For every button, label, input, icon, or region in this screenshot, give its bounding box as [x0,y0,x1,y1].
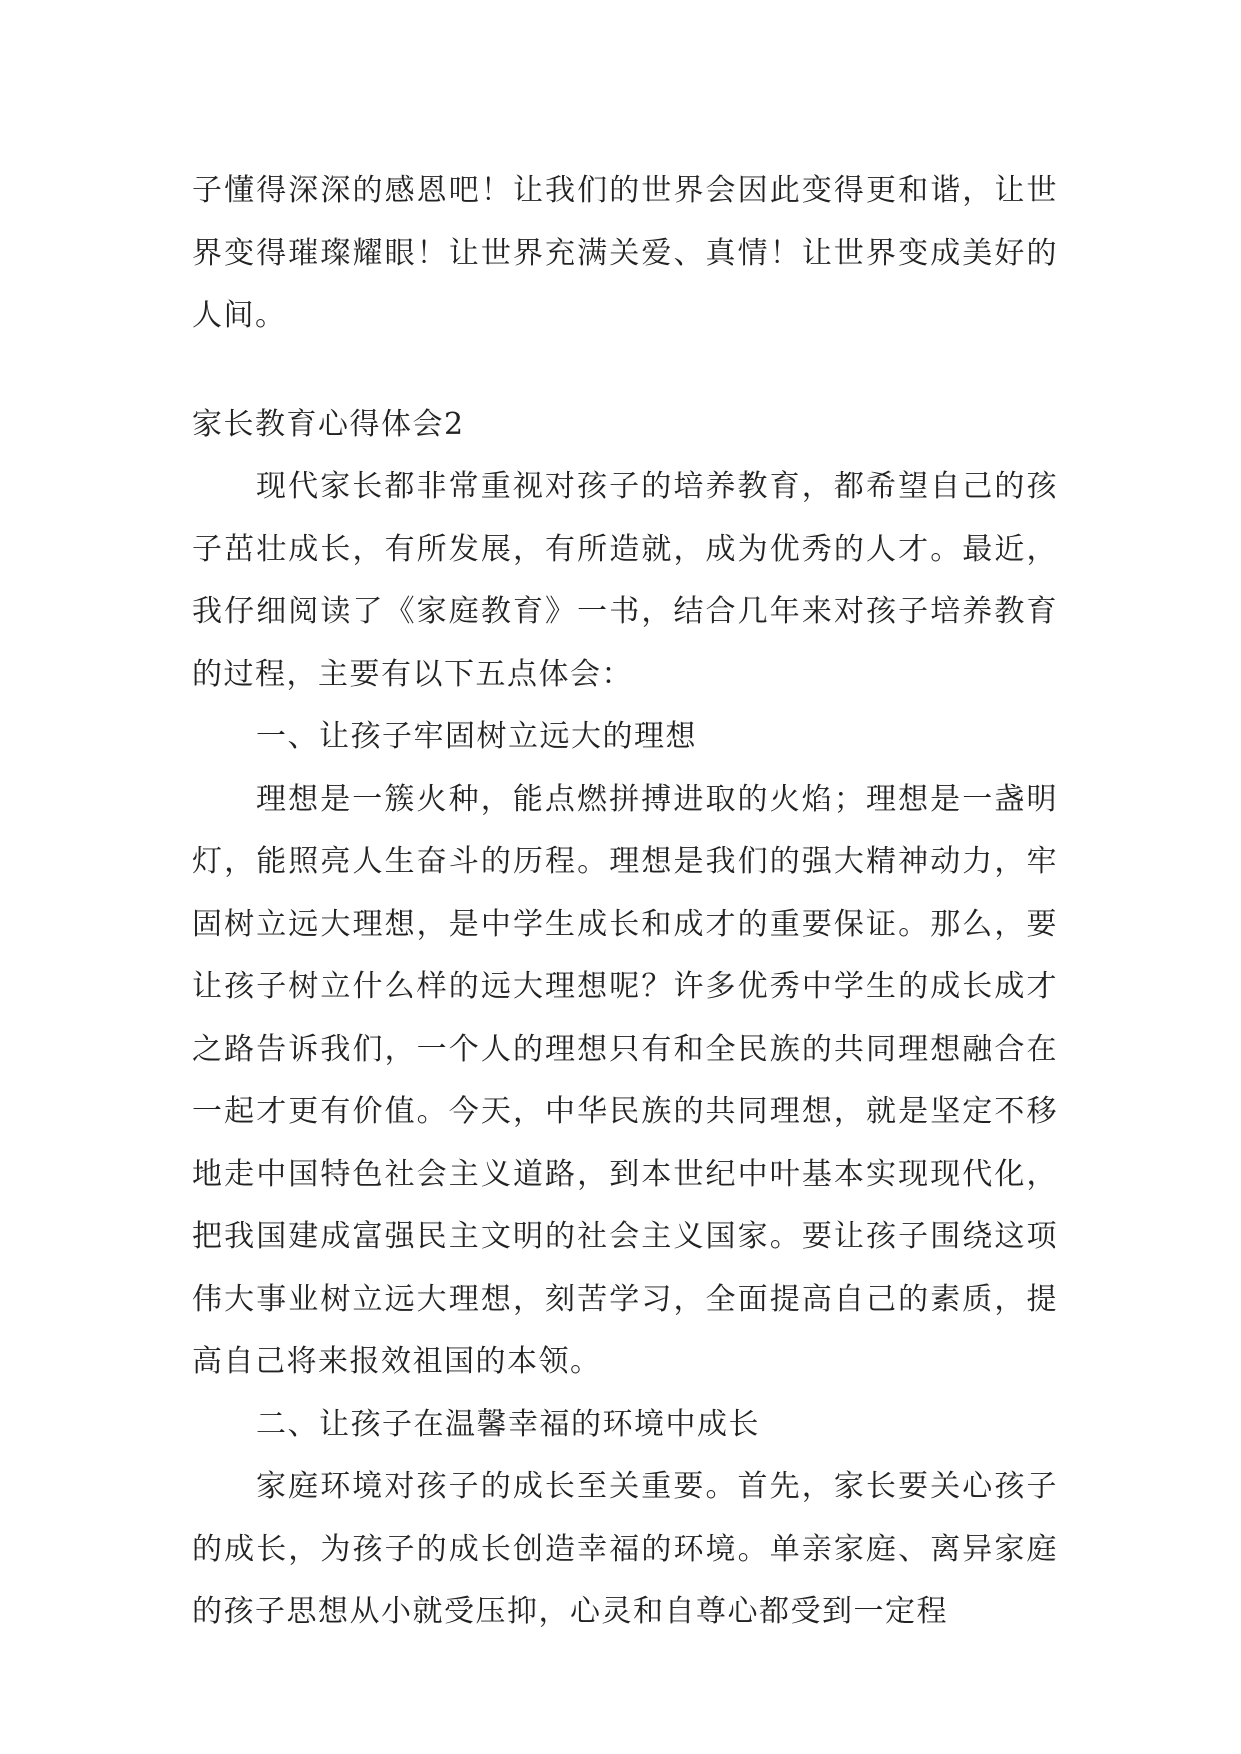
heading-point-one: 一、让孩子牢固树立远大的理想 [256,719,697,754]
section-gap [192,348,1058,394]
paragraph-ideals: 理想是一簇火种，能点燃拼搏进取的火焰；理想是一盏明灯，能照亮人生奋斗的历程。理想是我们的强大精神动力，牢固树立远大理想，是中学生成长和成才的重要保证。那么，要让孩子树立什么样的远大理想呢？许多优秀中学生的成长成才之路告诉我们，一个人的理想只有和全民族的共同理想融合在一起才更有价值。今天，中华民族的共同理想，就是坚定不移地走中国特色社会主义道路，到本世纪中叶基本实现现代化，把我国建成富强民主文明的社会主义国家。要让孩子围绕这项伟大事业树立远大理想，刻苦学习，全面提高自己的素质，提高自己将来报效祖国的本领。 [192,781,1058,1379]
section-title: 家长教育心得体会2 [192,406,465,442]
document-body [192,160,1058,1644]
heading-point-two: 二、让孩子在温馨幸福的环境中成长 [256,1406,760,1442]
paragraph-intro: 现代家长都非常重视对孩子的培养教育，都希望自己的孩子茁壮成长，有所发展，有所造就，成为优秀的人才。最近，我仔细阅读了《家庭教育》一书，结合几年来对孩子培养教育的过程，主要有以下五点体会： [192,469,1058,692]
paragraph-environment: 家庭环境对孩子的成长至关重要。首先，家长要关心孩子的成长，为孩子的成长创造幸福的环境。单亲家庭、离异家庭的孩子思想从小就受压抑，心灵和自尊心都受到一定程 [192,1469,1058,1629]
intro-paragraph: 子懂得深深的感恩吧！让我们的世界会因此变得更和谐，让世界变得璀璨耀眼！让世界充满关爱、真情！让世界变成美好的人间。 [192,173,1058,333]
